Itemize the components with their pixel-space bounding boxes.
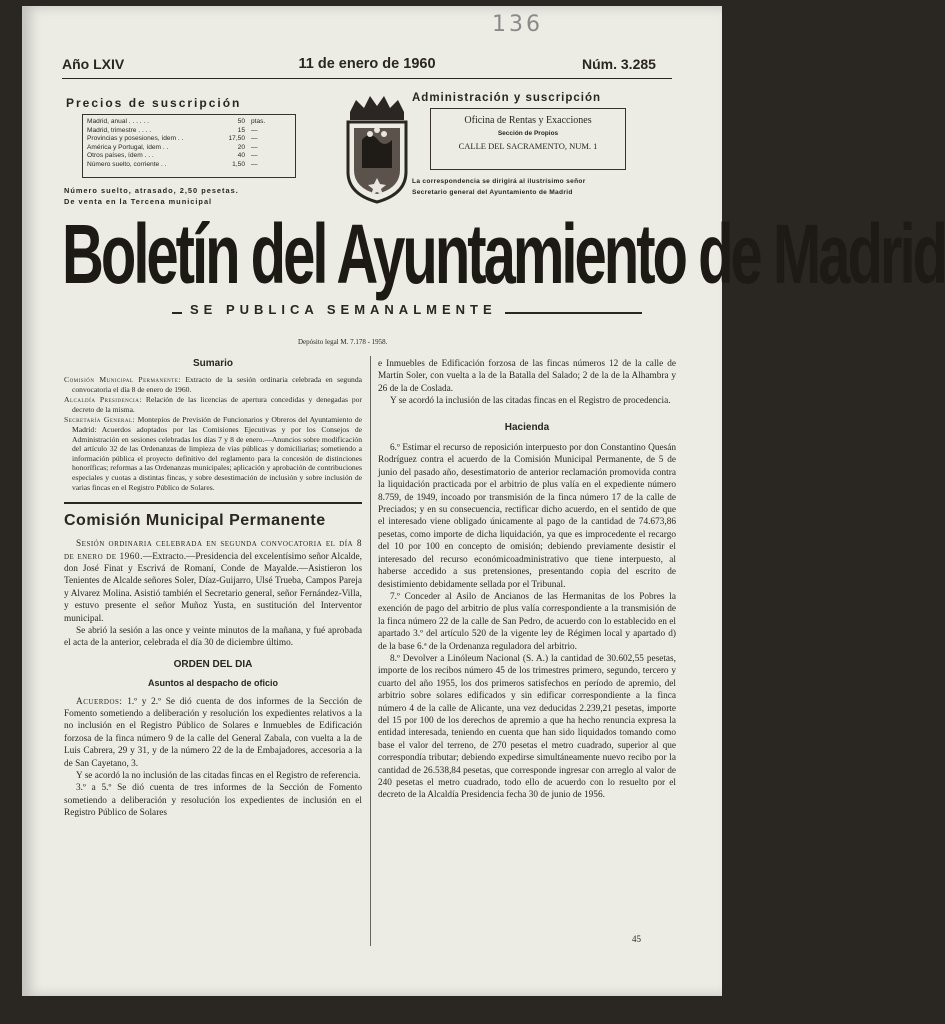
sumario-item: Alcaldía Presidencia: Relación de las licencias de apertura concedidas y denegadas por decreto de la misma.: [64, 395, 362, 414]
left-column: [64, 358, 362, 820]
price-row: América y Portugal, ídem . . 20 —: [87, 143, 258, 151]
comision-heading: Comisión Municipal Permanente: [64, 512, 326, 530]
prices-note-sale: De venta en la Tercena municipal: [64, 197, 213, 206]
prices-table: [82, 114, 296, 178]
comision-intro: Sesión ordinaria celebrada en segunda convocatoria el día 8 de enero de 1960.—Extracto.—Presidencia del excelentísimo señor Alcalde, don José Finat y Escrivá de Romaní, Conde de Mayalde.—Asistieron los Tenientes de Alcalde señores Soler, Díaz-Guijarro, Ulsé Trueba, Campos Pareja y Alvarez Molina. Asistió también el Secretario general, señor Fernández-Villa, y estuvo presente el señor Muñoz Yusta, en sustitución del Interventor municipal.: [64, 539, 362, 624]
prices-note-back-issue: Número suelto, atrasado, 2,50 pesetas.: [64, 186, 239, 195]
publication-frequency: SE PUBLICA SEMANALMENTE: [182, 302, 505, 317]
price-row: Provincias y posesiones, ídem . . 17,50 —: [87, 135, 258, 143]
column-divider: [370, 356, 371, 946]
acuerdos-paragraph: Acuerdos: 1.º y 2.º Se dió cuenta de dos informes de la Sección de Fomento sometiendo a deliberación y resolución los expedientes relativos a la no inclusión en el Registro Público de Solares e Inmuebles de Edificación forzosa de la finca número 9 de la calle del General Zabala, con vuelta a la de Luis Cabrera, 29 y 31, y de la número 22 de la de Embajadores, accesoria a la de San Cayetano, 3.: [64, 696, 362, 769]
sumario-rule: [64, 502, 362, 504]
legal-deposit: Depósito legal M. 7.178 - 1958.: [298, 338, 388, 346]
page-number: 45: [632, 934, 641, 944]
admin-section: Sección de Propios: [497, 130, 559, 137]
issue-year: Año LXIV: [62, 56, 125, 72]
price-row: Madrid, trimestre . . . . 15 —: [87, 126, 258, 134]
right-column: [378, 358, 676, 802]
right-continuation: e Inmuebles de Edificación forzosa de las fincas números 12 de la calle de Martín Soler, con vuelta a la de la Batalla del Salado; 2 de la de la Alhambra y 26 de la de Coslada.: [378, 359, 676, 394]
sumario-item: Secretaría General: Montepíos de Previsión de Funcionarios y Obreros del Ayuntamiento de Madrid: Acuerdos adoptados por las Comisiones Ejecutivas y por los Consejos de Administración en sesiones celebradas los días 7 y 8 de enero.—Anuncios sobre modificación del artículo 32 de las Ordenanzas de limpieza de vías públicas y domiciliarias; sometiendo a información pública el proyecto definitivo del reglamento para la concesión de distinciones honoríficas; reformas a las Ordenanzas municipales; aplicación y aprobación de contribuciones especiales y cuotas a distintas fincas, y sobre desestimación de inclusión y sobre inclusión de varias fincas en el Registro Público de Solares.: [64, 415, 362, 492]
issue-number: Núm. 3.285: [582, 56, 656, 72]
comision-opening: Se abrió la sesión a las once y veinte minutos de la mañana, y fué aprobada el acta de la anterior, celebrada el día 30 de diciembre último.: [64, 625, 362, 649]
orden-del-dia-heading: ORDEN DEL DIA: [173, 658, 253, 670]
acuerdos-paragraph-3: 3.º a 5.º Se dió cuenta de tres informes de la Sección de Fomento sometiendo a deliberación y resolución los expedientes de inclusión en el Registro Público de Solares: [64, 783, 362, 819]
admin-office: Oficina de Rentas y Exacciones: [464, 115, 592, 126]
asuntos-heading: Asuntos al despacho de oficio: [147, 678, 279, 689]
admin-address: CALLE DEL SACRAMENTO, NUM. 1: [458, 141, 598, 151]
hacienda-item-7: 7.º Conceder al Asilo de Ancianos de las Hermanitas de los Pobres la exención de pago del arbitrio de plus valía correspondiente a la transmisión de la finca número 22 de la calle de San Pedro, de acuerdo con lo establecido en el apartado 3.º del artículo 520 de la vigente ley de Régimen local y apartado d) de la base 6.ª de la Ordenanza reguladora del arbitrio.: [378, 591, 676, 652]
issue-date: 11 de enero de 1960: [298, 56, 436, 72]
admin-box: [430, 108, 626, 170]
comision-body: [64, 538, 362, 820]
admin-note-2: Secretario general del Ayuntamiento de Madrid: [412, 189, 573, 196]
price-row: Número suelto, corriente . . 1,50 —: [87, 160, 258, 168]
admin-title: Administración y suscripción: [412, 92, 602, 104]
masthead-title: Boletín del Ayuntamiento de Madrid: [62, 207, 945, 302]
hacienda-item-6: 6.º Estimar el recurso de reposición interpuesto por don Constantino Quesán Rodríguez contra el acuerdo de la Comisión Municipal Permanente, de 5 de junio del pasado año, desestimatorio de anterior reclamación promovida contra la liquidación practicada por el arbitrio de plus valía en el expediente número 8.759, de 1949, incoado por transmisión de la finca número 17 de la calle de Preciados; y en su consecuencia, rectificar dicho acuerdo, en el sentido de que el interesado viene obligado únicamente al pago de la cantidad de 74.673,86 pesetas, como importe de dicha liquidación, ya que es improcedente el recargo del 10 por 100 en concepto de omisión; debiendo previamente desistir el interesado del recurso económicoadministrativo que tiene interpuesto, al haberse accedido a sus pretensiones, presentando copia del escrito de desistimiento debidamente sellada por el Tribunal.: [378, 443, 676, 590]
hacienda-item-8: 8.º Devolver a Linóleum Nacional (S. A.) la cantidad de 30.602,55 pesetas, importe de los recibos número 45 de los trimestres primero, segundo, tercero y cuarto del año 1955, los dos primeros satisfechos en período de apremio, del arbitrio sobre solares edificados y sin edificar correspondiente a la finca número 4 de la calle de Alicante, una vez deducidas 2.239,21 pesetas, importe del 15 por 100 de los derechos de apremio a que ha hecho renuncia expresa la entidad interesada, teniendo en cuenta que han sido liquidados tomando como base el valor del terreno, de 270 pesetas el metro cuadrado, superior al que correspondía tributar; debiendo expedirse simultáneamente nuevo recibo por la cantidad de 26.538,84 pesetas, que corresponde ingresar con arreglo al valor de 240 pesetas el metro cuadrado, todo ello de acuerdo con lo resuelto por el decreto de la Alcaldía Presidencia fecha 30 de junio de 1956.: [378, 653, 676, 801]
admin-note-1: La correspondencia se dirigirá al ilustrísimo señor: [412, 178, 586, 185]
sumario-item: Comisión Municipal Permanente: Extracto de la sesión ordinaria celebrada en segunda convocatoria el día 8 de enero de 1960.: [64, 375, 362, 394]
price-row: Otros países, ídem . . . 40 —: [87, 152, 258, 160]
sumario-list: [64, 375, 362, 492]
sumario-title: Sumario: [192, 358, 233, 369]
newspaper-page: [22, 6, 945, 996]
right-resolution: Y se acordó la inclusión de las citadas fincas en el Registro de procedencia.: [390, 396, 671, 407]
hacienda-heading: Hacienda: [504, 421, 550, 433]
header-rule: [62, 78, 672, 79]
handwritten-page-number: 136: [492, 12, 543, 37]
price-row: Madrid, anual . . . . . . 50 ptas.: [87, 118, 266, 125]
madrid-coat-of-arms-icon: [340, 94, 414, 206]
prices-title: Precios de suscripción: [66, 96, 242, 110]
acuerdos-resolution: Y se acordó la no inclusión de las citadas fincas en el Registro de referencia.: [76, 771, 361, 782]
